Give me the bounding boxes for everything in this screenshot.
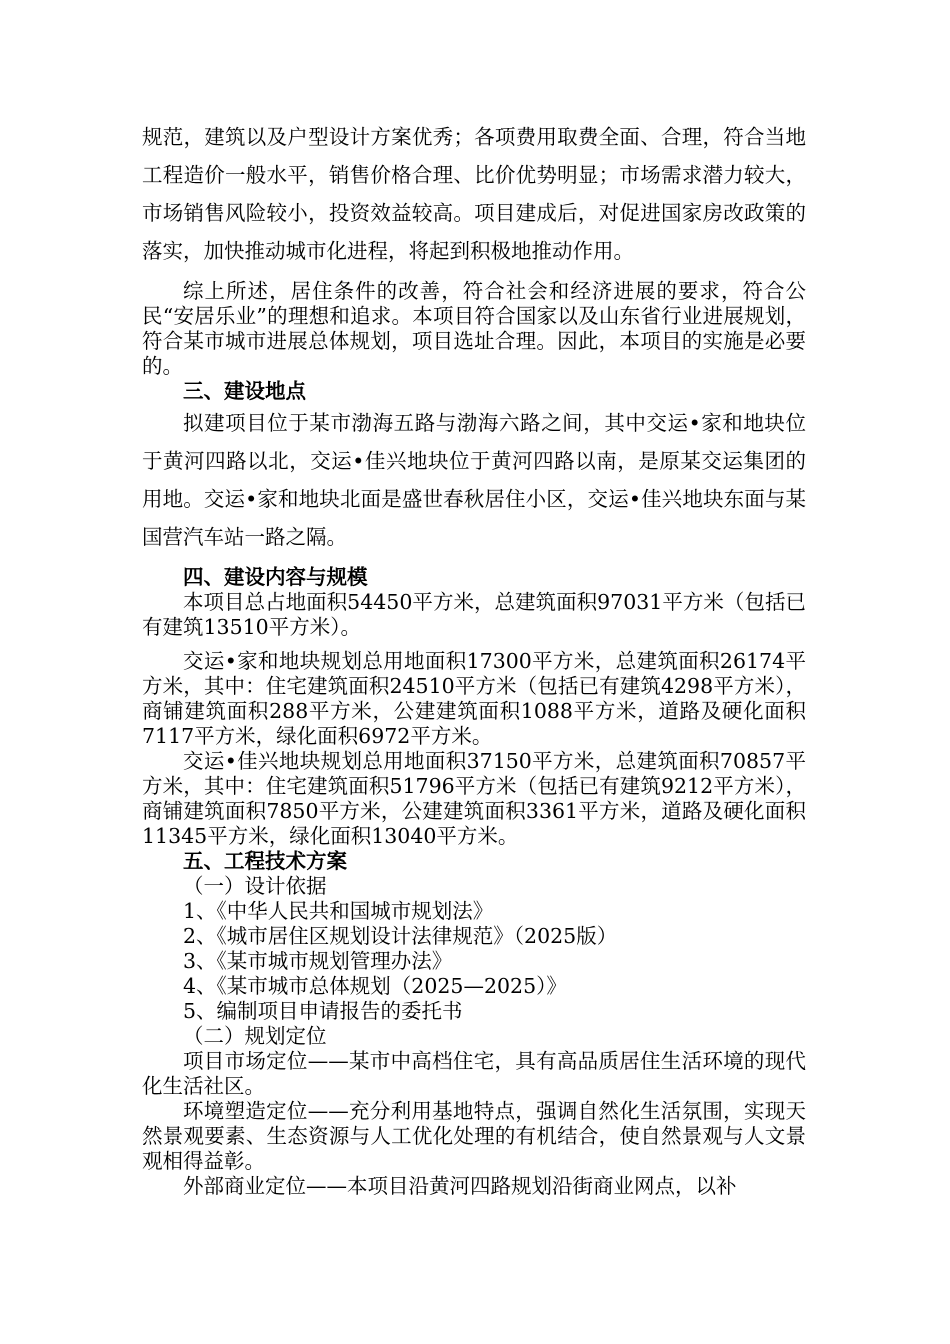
list-item: 4、《某市城市总体规划（2025—2025）》 [183,974,567,998]
heading-content-scale: 四、建设内容与规模 [183,565,368,589]
paragraph-jiahe-plot: 交运•家和地块规划总用地面积17300平方米，总建筑面积26174平方米，其中：住宅建筑面积24510平方米（包括已有建筑4298平方米），商铺建筑面积288平方米，公建建筑面积1088平方米，道路及硬化面积7117平方米，绿化面积6972平方米。 [142,649,806,748]
paragraph-jiaxing-plot: 交运•佳兴地块规划总用地面积37150平方米，总建筑面积70857平方米，其中：住宅建筑面积51796平方米（包括已有建筑9212平方米），商铺建筑面积7850平方米，公建建筑面积3361平方米，道路及硬化面积11345平方米，绿化面积13040平方米。 [142,749,806,848]
heading-engineering-plan: 五、工程技术方案 [183,849,347,873]
paragraph-summary: 综上所述，居住条件的改善，符合社会和经济进展的要求，符合公民“安居乐业”的理想和追求。本项目符合国家以及山东省行业进展规划，符合某市城市进展总体规划，项目选址合理。因此，本项目的实施是必要的。 [142,279,806,378]
paragraph-site-location: 拟建项目位于某市渤海五路与渤海六路之间，其中交运•家和地块位于黄河四路以北，交运•佳兴地块位于黄河四路以南，是原某交运集团的用地。交运•家和地块北面是盛世春秋居住小区，交运•佳兴地块东面与某国营汽车站一路之隔。 [142,411,806,549]
heading-construction-site: 三、建设地点 [183,379,306,403]
paragraph-market-positioning: 项目市场定位——某市中高档住宅，具有高品质居住生活环境的现代化生活社区。 [142,1049,806,1098]
paragraph-environment-positioning: 环境塑造定位——充分利用基地特点，强调自然化生活氛围，实现天然景观要素、生态资源与人工优化处理的有机结合，使自然景观与人文景观相得益彰。 [142,1099,806,1173]
paragraph-benefits: 规范，建筑以及户型设计方案优秀；各项费用取费全面、合理，符合当地工程造价一般水平，销售价格合理、比价优势明显；市场需求潜力较大，市场销售风险较小，投资效益较高。项目建成后，对促进国家房改政策的落实，加快推动城市化进程，将起到积极地推动作用。 [142,125,806,263]
list-item: 1、《中华人民共和国城市规划法》 [183,899,494,923]
document-body [142,118,806,1199]
paragraph-commercial-positioning: 外部商业定位——本项目沿黄河四路规划沿街商业网点，以补 [183,1174,737,1198]
paragraph-total-area: 本项目总占地面积54450平方米，总建筑面积97031平方米（包括已有建筑13510平方米）。 [142,590,806,639]
list-item: 5、编制项目申请报告的委托书 [183,999,463,1023]
list-item: 3、《某市城市规划管理办法》 [183,949,453,973]
list-item: 2、《城市居住区规划设计法律规范》（2025版） [183,924,618,948]
subheading-planning-positioning: （二）规划定位 [183,1024,327,1048]
subheading-design-basis: （一）设计依据 [183,874,327,898]
